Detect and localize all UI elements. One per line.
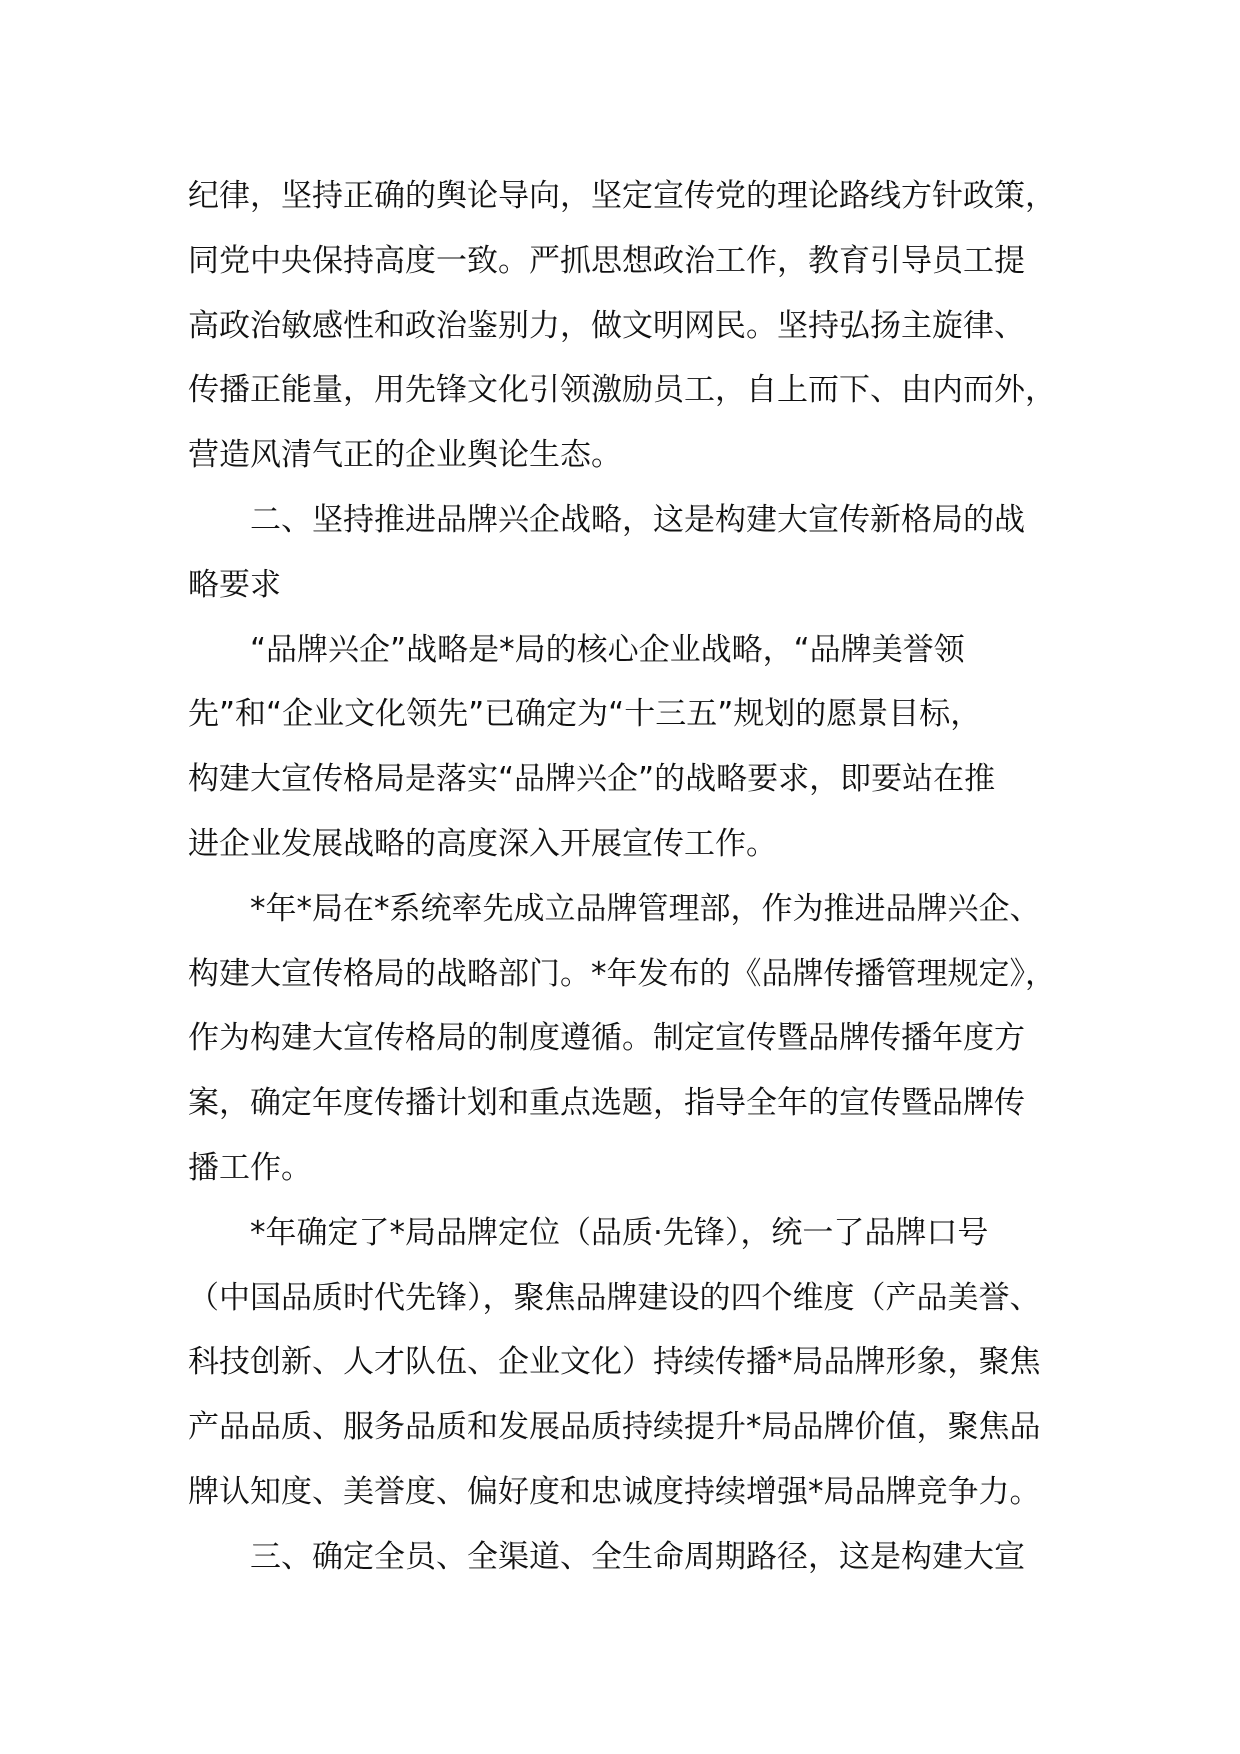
- text-line: 科技创新、人才队伍、企业文化）持续传播*局品牌形象，聚焦: [188, 1344, 1041, 1381]
- text-line: 进企业发展战略的高度深入开展宣传工作。: [188, 825, 777, 862]
- text-line: 同党中央保持高度一致。严抓思想政治工作，教育引导员工提: [188, 242, 1025, 279]
- text-line: 先”和“企业文化领先”已确定为“十三五”规划的愿景目标，: [188, 696, 982, 733]
- section-heading-2: 二、坚持推进品牌兴企战略，这是构建大宣传新格局的战: [250, 501, 1025, 538]
- paragraph-start: *年*局在*系统率先成立品牌管理部，作为推进品牌兴企、: [250, 890, 1041, 927]
- section-heading-2-cont: 略要求: [188, 566, 281, 603]
- text-line: 案，确定年度传播计划和重点选题，指导全年的宣传暨品牌传: [188, 1085, 1025, 1122]
- text-line: 播工作。: [188, 1149, 312, 1186]
- text-line: 构建大宣传格局的战略部门。*年发布的《品牌传播管理规定》，: [188, 955, 1056, 992]
- text-line: 牌认知度、美誉度、偏好度和忠诚度持续增强*局品牌竞争力。: [188, 1473, 1041, 1510]
- text-line: 产品品质、服务品质和发展品质持续提升*局品牌价值，聚焦品: [188, 1409, 1041, 1446]
- section-heading-3: 三、确定全员、全渠道、全生命周期路径，这是构建大宣: [250, 1538, 1025, 1575]
- text-line: （中国品质时代先锋），聚焦品牌建设的四个维度（产品美誉、: [188, 1279, 1041, 1316]
- text-line: 高政治敏感性和政治鉴别力，做文明网民。坚持弘扬主旋律、: [188, 307, 1025, 344]
- text-line: 营造风清气正的企业舆论生态。: [188, 437, 622, 474]
- text-line: 作为构建大宣传格局的制度遵循。制定宣传暨品牌传播年度方: [188, 1020, 1025, 1057]
- paragraph-start: “品牌兴企”战略是*局的核心企业战略，“品牌美誉领: [250, 631, 965, 668]
- text-line: 纪律，坚持正确的舆论导向，坚定宣传党的理论路线方针政策，: [188, 178, 1056, 214]
- text-line: 传播正能量，用先锋文化引领激励员工，自上而下、由内而外，: [188, 372, 1056, 409]
- document-body: [188, 164, 1078, 1590]
- paragraph-start: *年确定了*局品牌定位（品质·先锋），统一了品牌口号: [250, 1214, 989, 1251]
- text-line: 构建大宣传格局是落实“品牌兴企”的战略要求，即要站在推: [188, 761, 996, 798]
